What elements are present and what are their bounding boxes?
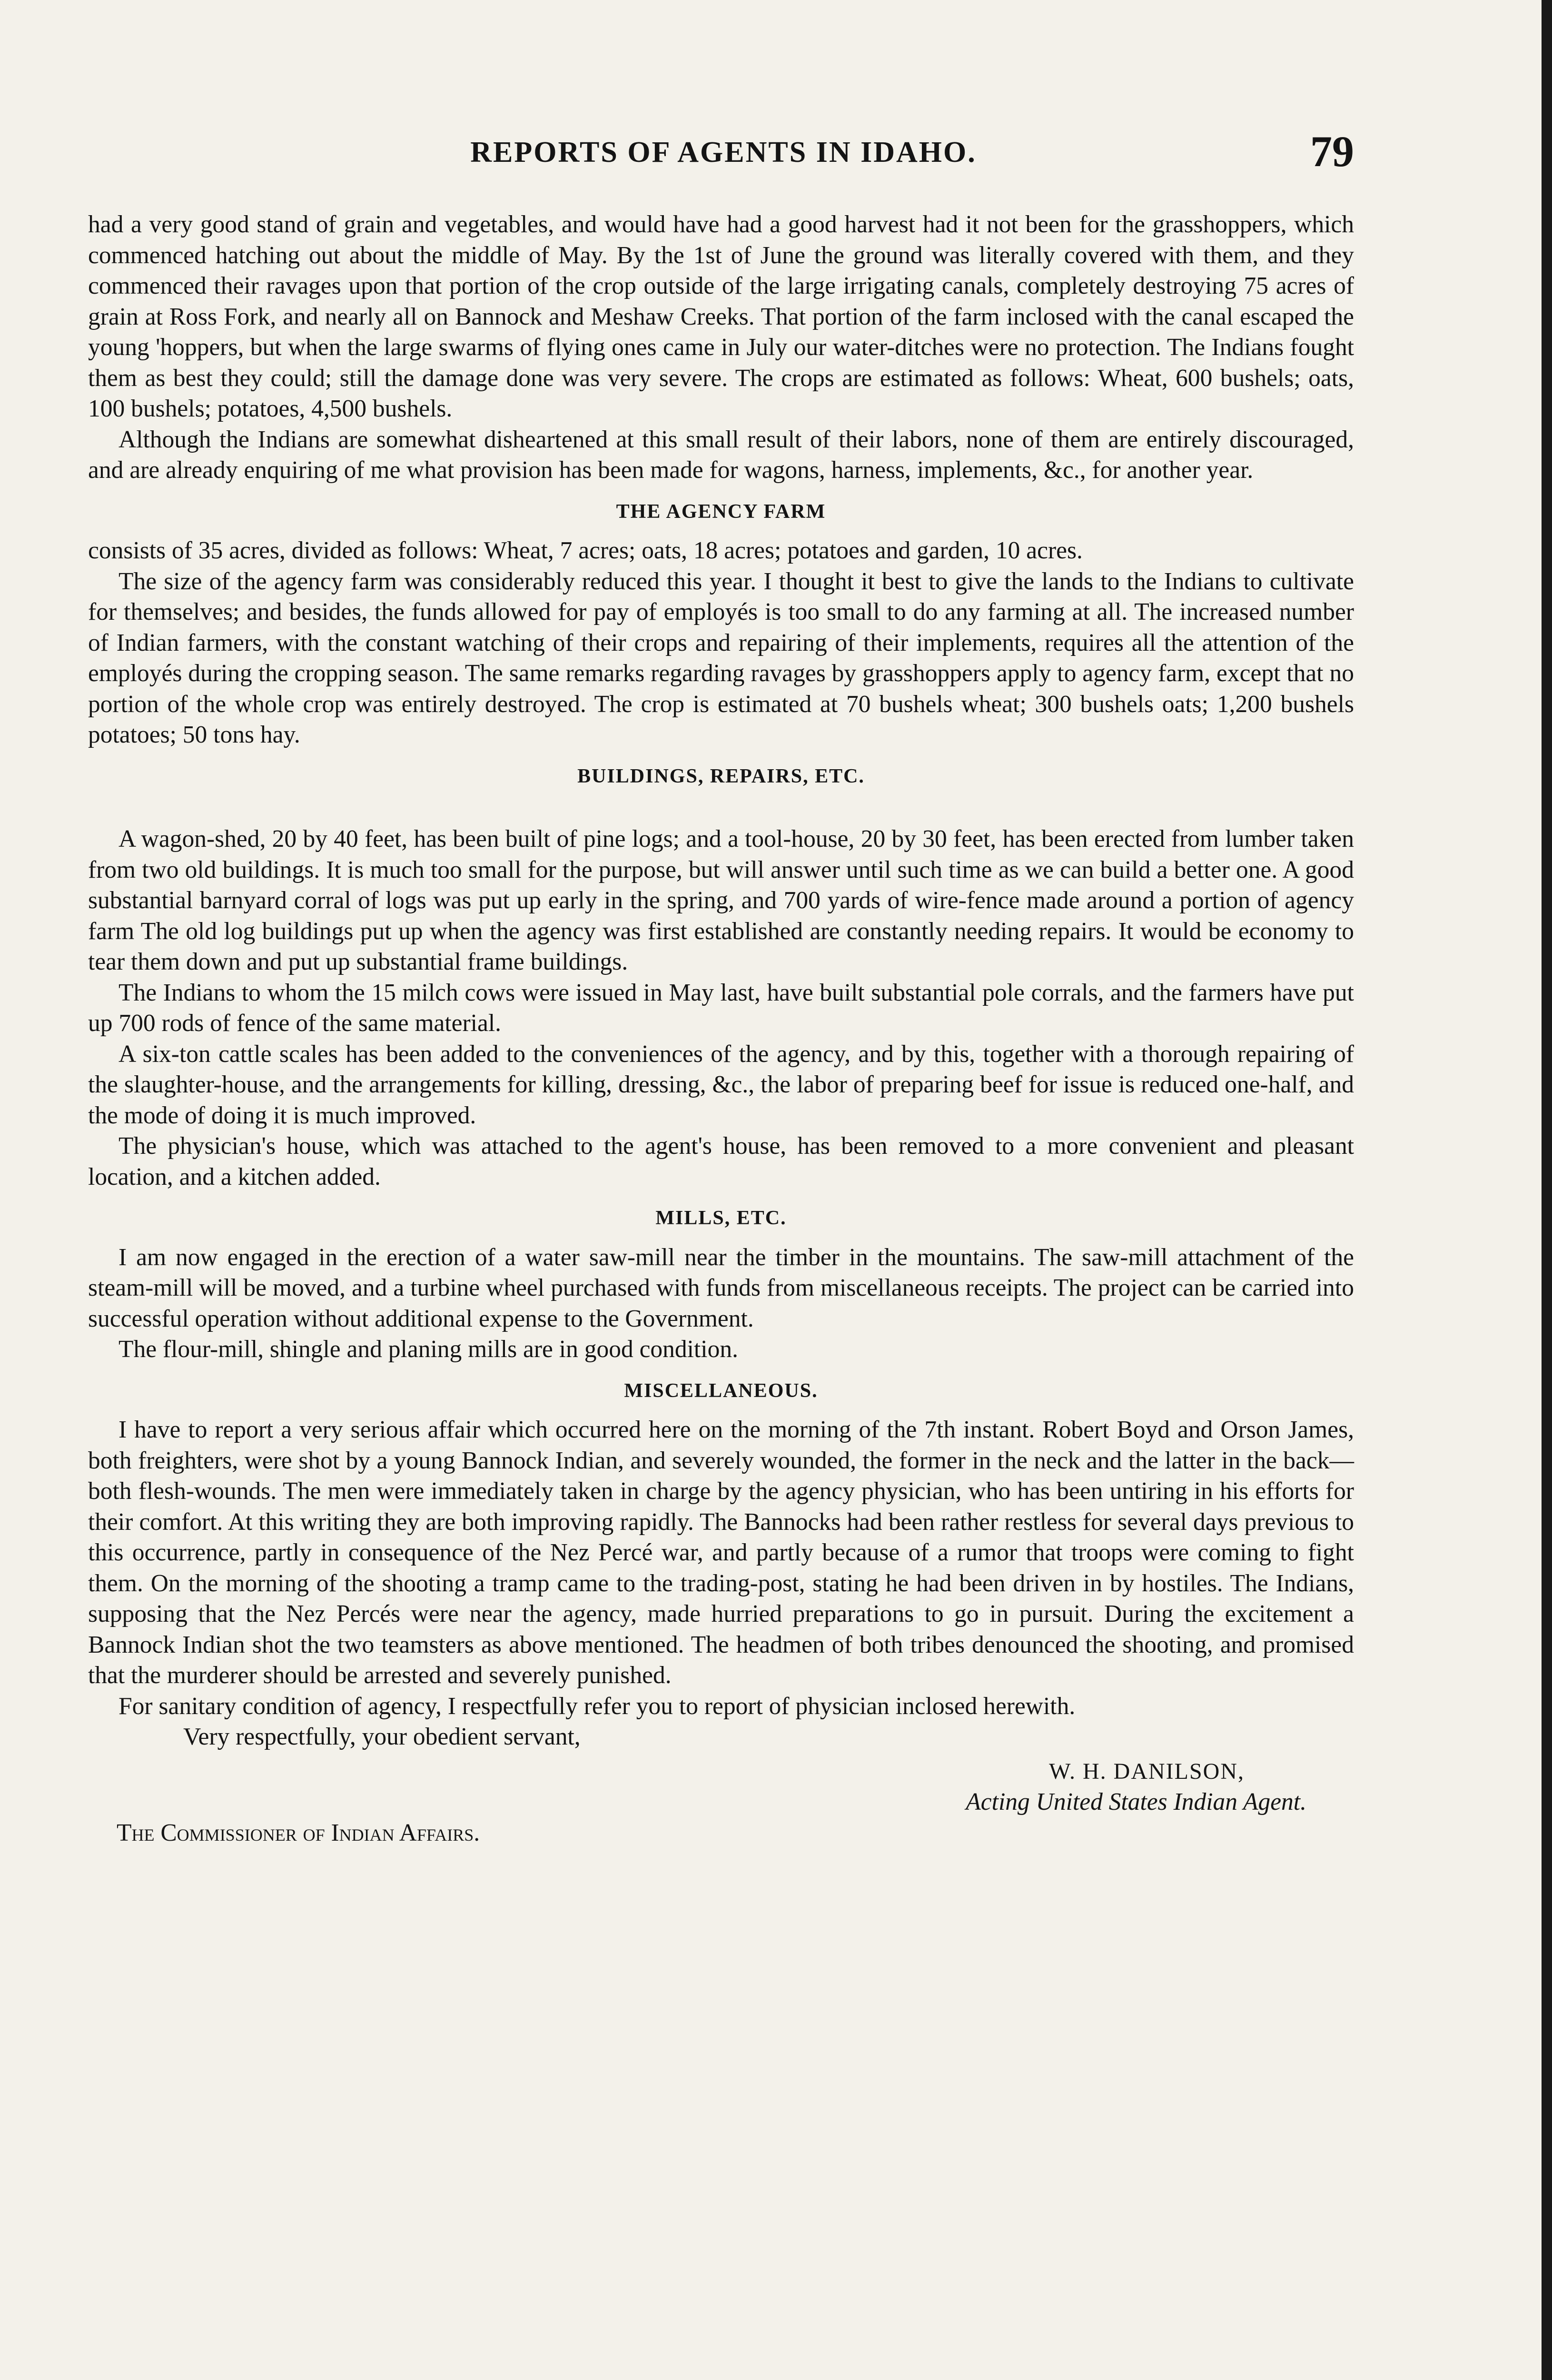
- paragraph-grasshoppers: had a very good stand of grain and vegetables, and would have had a good harvest had it not been for the grasshoppers, which commenced hatching out about the middle of May. By the 1st of June the ground was literally covered with them, and they commenced their ravages upon that portion of the crop outside of the large irrigating canals, completely destroying 75 acres of grain at Ross Fork, and nearly all on Bannock and Meshaw Creeks. That portion of the farm inclosed with the canal escaped the young 'hoppers, but when the large swarms of flying ones came in July our water-ditches were no protection. The Indians fought them as best they could; still the damage done was very severe. The crops are estimated as follows: Wheat, 600 bushels; oats, 100 bushels; potatoes, 4,500 bushels.: [88, 211, 1354, 422]
- paragraph-sanitary-condition: For sanitary condition of agency, I respectfully refer you to report of physician inclosed herewith.: [119, 1692, 1076, 1720]
- heading-miscellaneous: MISCELLANEOUS.: [624, 1379, 818, 1402]
- section-spacer: [88, 800, 1354, 824]
- paragraph-physician-house: The physician's house, which was attached to the agent's house, has been removed to a more convenient and pleasant location, and a kitchen added.: [88, 1132, 1354, 1190]
- paragraph-wagon-shed: A wagon-shed, 20 by 40 feet, has been built of pine logs; and a tool-house, 20 by 30 feet, has been erected from lumber taken from two old buildings. It is much too small for the purpose, but will answer until such time as we can build a better one. A good substantial barnyard corral of logs was put up early in the spring, and 700 yards of wire-fence made around a portion of agency farm The old log buildings put up when the agency was first established are constantly needing repairs. It would be economy to tear them down and put up substantial frame buildings.: [88, 825, 1354, 975]
- paragraph-shooting-affair: I have to report a very serious affair which occurred here on the morning of the 7th instant. Robert Boyd and Orson James, both freighters, were shot by a young Bannock Indian, and severely wounded, the former in the neck and the latter in the back—both flesh-wounds. The men were immediately taken in charge by the agency physician, who has been untiring in his efforts for their comfort. At this writing they are both improving rapidly. The Bannocks had been rather restless for several days previous to this occurrence, partly in consequence of the Nez Percé war, and partly because of a rumor that troops were coming to fight them. On the morning of the shooting a tramp came to the trading-post, stating he had been driven in by hostiles. The Indians, supposing that the Nez Percés were near the agency, made hurried preparations to go in pursuit. During the excitement a Bannock Indian shot the two teamsters as above mentioned. The headmen of both tribes denounced the shooting, and promised that the murderer should be arrested and severely punished.: [88, 1416, 1354, 1689]
- paragraph-agency-farm-acres: consists of 35 acres, divided as follows: Wheat, 7 acres; oats, 18 acres; potatoes and garden, 10 acres.: [88, 537, 1083, 564]
- paragraph-cattle-scales: A six-ton cattle scales has been added to the conveniences of the agency, and by this, together with a thorough repairing of the slaughter-house, and the arrangements for killing, dressing, &c., the labor of preparing beef for issue is reduced one-half, and the mode of doing it is much improved.: [88, 1040, 1354, 1129]
- signature-block: [88, 1756, 1354, 1818]
- closing-salutation: Very respectfully, your obedient servant,: [183, 1723, 581, 1750]
- page-header: [93, 126, 1354, 183]
- paragraph-indians-disheartened: Although the Indians are somewhat disheartened at this small result of their labors, none of them are entirely discouraged, and are already enquiring of me what provision has been made for wagons, harness, implements, &c., for another year.: [88, 426, 1354, 484]
- paragraph-flour-mill: The flour-mill, shingle and planing mills are in good condition.: [119, 1336, 738, 1363]
- signer-name: W. H. DANILSON,: [1049, 1758, 1245, 1784]
- signer-title: Acting United States Indian Agent.: [966, 1788, 1306, 1815]
- heading-buildings-repairs: BUILDINGS, REPAIRS, ETC.: [577, 765, 865, 787]
- paragraph-agency-farm-reduced: The size of the agency farm was considerably reduced this year. I thought it best to give the lands to the Indians to cultivate for themselves; and besides, the funds allowed for pay of employés is too small to do any farming at all. The increased number of Indian farmers, with the constant watching of their crops and repairing of their implements, requires all the attention of the employés during the cropping season. The same remarks regarding ravages by grasshoppers apply to agency farm, except that no portion of the whole crop was entirely destroyed. The crop is estimated at 70 bushels wheat; 300 bushels oats; 1,200 bushels potatoes; 50 tons hay.: [88, 567, 1354, 748]
- addressee: [88, 1818, 1354, 1849]
- paragraph-milch-cows: The Indians to whom the 15 milch cows were issued in May last, have built substantial pole corrals, and the farmers have put up 700 rods of fence of the same material.: [88, 979, 1354, 1037]
- page-edge: [1542, 0, 1552, 2380]
- addressee-text: The Commissioner of Indian Affairs.: [117, 1819, 480, 1846]
- running-title: REPORTS OF AGENTS IN IDAHO.: [470, 136, 977, 169]
- report-body: [88, 209, 1354, 1848]
- page-number: 79: [1310, 127, 1354, 176]
- heading-agency-farm: THE AGENCY FARM: [616, 500, 826, 523]
- paragraph-saw-mill: I am now engaged in the erection of a water saw-mill near the timber in the mountains. The saw-mill attachment of the steam-mill will be moved, and a turbine wheel purchased with funds from miscellaneous receipts. The project can be carried into successful operation without additional expense to the Government.: [88, 1243, 1354, 1332]
- heading-mills: MILLS, ETC.: [655, 1207, 787, 1229]
